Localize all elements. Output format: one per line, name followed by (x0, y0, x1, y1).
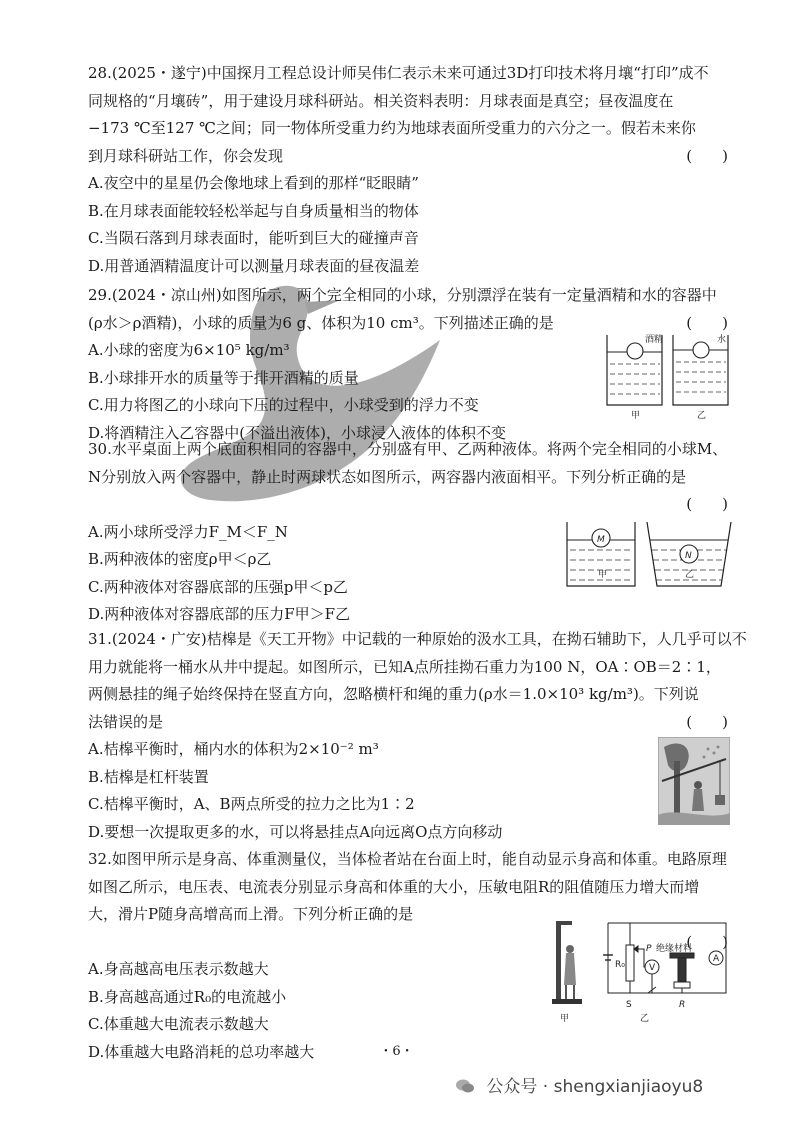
height-weight-device-icon (552, 921, 582, 1004)
q29-stem-end: (ρ水＞ρ酒精)，小球的质量为6 g、体积为10 cm³。下列描述正确的是 (88, 313, 554, 332)
q32-option-c: C.体重越大电流表示数越大 (88, 1015, 269, 1033)
label-jia-32: 甲 (560, 1014, 570, 1024)
footer-account-text: 公众号 · shengxianjiaoyu8 (486, 1077, 704, 1097)
label-yi-32: 乙 (640, 1014, 650, 1024)
q28-line-2: 同规格的“月壤砖”，用于建设月球科研站。相关资料表明：月球表面是真空；昼夜温度在 (88, 91, 674, 110)
q29-option-d: D.将酒精注入乙容器中(不溢出液体)，小球浸入液体的体积不变 (88, 423, 506, 442)
container-jia (607, 335, 662, 405)
q28-answer-paren: ( ) (686, 146, 728, 165)
q31-line-3: 两侧悬挂的绳子始终保持在竖直方向，忽略横杆和绳的重力(ρ水＝1.0×10³ kg/m³)。下列说 (88, 685, 699, 703)
label-jia-30: 甲 (598, 570, 608, 580)
q28-line-1: 28.(2025・遂宁)中国探月工程总设计师吴伟仁表示未来可通过3D打印技术将月壤“打印”成不 (88, 64, 709, 82)
q30-line-2: N分别放入两个容器中，静止时两球状态如图所示，两容器内液面相平。下列分析正确的是 (88, 467, 687, 486)
q28-option-b: B.在月球表面能较轻松举起与自身质量相当的物体 (88, 201, 419, 220)
q31-stem-end: 法错误的是 (88, 712, 164, 731)
q29-answer-paren: ( ) (686, 313, 728, 332)
q28-option-c: C.当陨石落到月球表面时，能听到巨大的碰撞声音 (88, 229, 419, 247)
q28-line-3: −173 ℃至127 ℃之间；同一物体所受重力约为地球表面所受重力的六分之一。假若未来你 (88, 119, 696, 137)
label-yi-30: 乙 (685, 570, 695, 580)
q30-option-a: A.两小球所受浮力F_M＜F_N (88, 522, 288, 541)
label-r0: R₀ (615, 960, 625, 970)
label-slider-p: P (646, 944, 652, 954)
q31-line-4 (88, 709, 728, 737)
q32-figure (548, 915, 733, 1027)
q32-option-a: A.身高越高电压表示数越大 (88, 960, 269, 978)
q31-figure-illustration (658, 737, 730, 825)
q28-stem-end: 到月球科研站工作，你会发现 (88, 146, 284, 165)
ball-m-label: M (597, 535, 605, 545)
question-31 (88, 626, 747, 846)
q31-answer-paren: ( ) (686, 712, 728, 731)
q30-line-1: 30.水平桌面上两个底面积相同的容器中，分别盛有甲、乙两种液体。将两个完全相同的小球M、 (88, 440, 728, 458)
page-number: ・6・ (379, 1044, 414, 1059)
q31-line-1: 31.(2024・广安)桔槔是《天工开物》中记载的一种原始的汲水工具，在拗石辅助下，人几乎可以不 (88, 630, 747, 648)
q31-option-b: B.桔槔是杠杆装置 (88, 767, 209, 786)
label-switch-s: S (626, 1000, 632, 1010)
q28-option-a: A.夜空中的星星仍会像地球上看到的那样“眨眼睛” (88, 174, 419, 192)
ball-n-label: N (685, 551, 692, 561)
q32-line-1: 32.如图甲所示是身高、体重测量仪，当体检者站在台面上时，能自动显示身高和体重。电路原理 (88, 850, 727, 868)
q29-option-c: C.用力将图乙的小球向下压的过程中，小球受到的浮力不变 (88, 396, 479, 414)
q29-option-b: B.小球排开水的质量等于排开酒精的质量 (88, 368, 359, 387)
q28-line-4 (88, 143, 728, 171)
q30-paren-line (88, 491, 728, 519)
label-resistor-r: R (679, 1000, 686, 1010)
q29-line-1: 29.(2024・凉山州)如图所示，两个完全相同的小球，分别漂浮在装有一定量酒精和水的容器中 (88, 286, 717, 304)
q30-option-d: D.两种液体对容器底部的压力F甲＞F乙 (88, 605, 351, 623)
label-voltmeter: V (649, 963, 656, 973)
q30-option-b: B.两种液体的密度ρ甲＜ρ乙 (88, 550, 272, 568)
q30-answer-paren: ( ) (686, 495, 728, 513)
q32-option-b: B.身高越高通过R₀的电流越小 (88, 987, 287, 1006)
q30-option-c: C.两种液体对容器底部的压强p甲＜p乙 (88, 577, 348, 596)
q29-figure (605, 330, 730, 420)
q28-option-d: D.用普通酒精温度计可以测量月球表面的昼夜温差 (88, 256, 420, 275)
q29-option-a: A.小球的密度为6×10⁵ kg/m³ (88, 341, 290, 359)
q31-option-d: D.要想一次提取更多的水，可以将悬挂点A向远离O点方向移动 (88, 822, 503, 841)
label-alcohol: 酒精 (645, 335, 664, 345)
q30-figure (565, 520, 733, 592)
label-ammeter: A (713, 954, 720, 964)
q31-option-a: A.桔槔平衡时，桶内水的体积为2×10⁻² m³ (88, 740, 379, 758)
label-jia: 甲 (631, 411, 641, 420)
wechat-icon (455, 1078, 475, 1094)
q32-option-d: D.体重越大电路消耗的总功率越大 (88, 1042, 315, 1061)
q31-line-2: 用力就能将一桶水从井中提起。如图所示，已知A点所挂拗石重力为100 N，OA∶OB＝2∶1， (88, 657, 721, 676)
q32-answer-paren: ( ) (686, 932, 728, 951)
circuit-diagram (603, 923, 726, 993)
label-yi: 乙 (697, 411, 707, 420)
footer-account (455, 1072, 703, 1097)
label-water: 水 (717, 335, 727, 345)
label-insulating-material: 绝缘材料 (656, 944, 693, 954)
q32-line-2: 如图乙所示，电压表、电流表分别显示身高和体重的大小，压敏电阻R的阻值随压力增大而增 (88, 877, 700, 896)
q31-option-c: C.桔槔平衡时，A、B两点所受的拉力之比为1∶2 (88, 795, 415, 813)
question-28 (88, 60, 728, 280)
container-yi (673, 335, 728, 405)
q32-line-3: 大，滑片P随身高增高而上滑。下列分析正确的是 (88, 905, 414, 923)
